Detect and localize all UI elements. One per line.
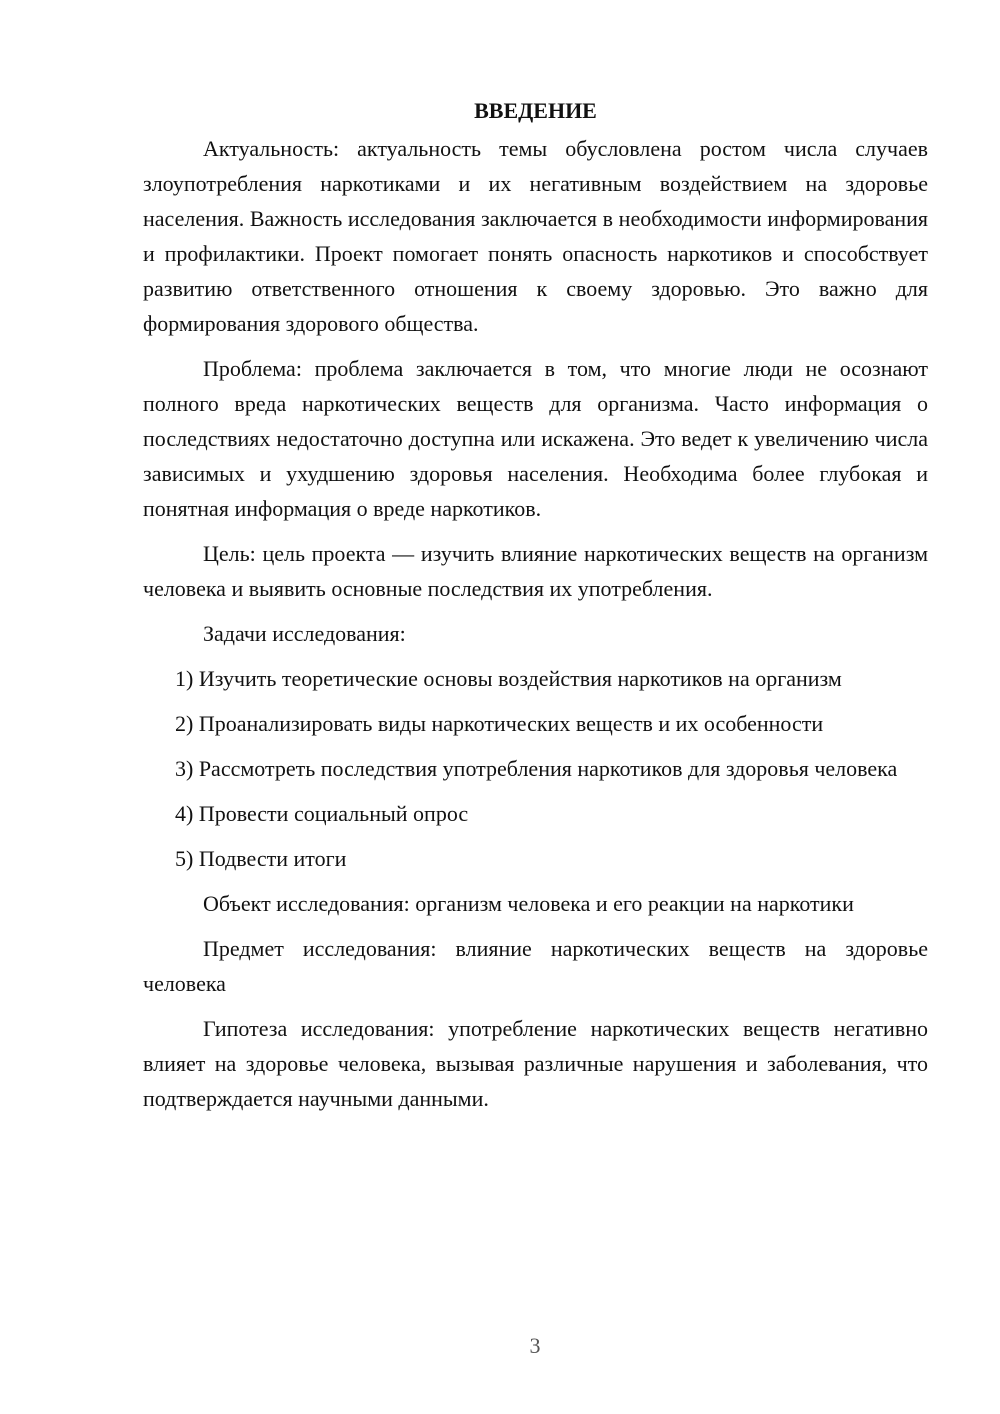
task-item-5: 5) Подвести итоги xyxy=(175,846,347,871)
paragraph-problem: Проблема: проблема заключается в том, что многие люди не осознают полного вреда наркотических веществ для организма. Часто информация о последствиях недостаточно доступна или искажена. Это ведет к увеличению числа зависимых и ухудшению здоровья населения. Необходима более глубокая и понятная информация о вреде наркотиков. xyxy=(143,356,928,521)
page-title: ВВЕДЕНИЕ xyxy=(474,98,597,123)
task-item-4: 4) Провести социальный опрос xyxy=(175,801,469,826)
paragraph-relevance: Актуальность: актуальность темы обусловлена ростом числа случаев злоупотребления наркотиками и их негативным воздействием на здоровье населения. Важность исследования заключается в необходимости информирования и профилактики. Проект помогает понять опасность наркотиков и способствует развитию ответственного отношения к своему здоровью. Это важно для формирования здорового общества. xyxy=(143,136,928,336)
paragraph-subject: Предмет исследования: влияние наркотических веществ на здоровье человека xyxy=(143,936,928,996)
paragraph-goal: Цель: цель проекта — изучить влияние наркотических веществ на организм человека и выявить основные последствия их употребления. xyxy=(143,541,928,601)
paragraph-object: Объект исследования: организм человека и его реакции на наркотики xyxy=(203,891,854,916)
paragraph-tasks-heading: Задачи исследования: xyxy=(203,621,406,646)
page-content xyxy=(143,93,928,1126)
task-item-1: 1) Изучить теоретические основы воздействия наркотиков на организм xyxy=(175,666,842,691)
task-item-3: 3) Рассмотреть последствия употребления наркотиков для здоровья человека xyxy=(175,756,898,781)
page-number: 3 xyxy=(529,1333,541,1358)
task-item-2: 2) Проанализировать виды наркотических веществ и их особенности xyxy=(175,711,824,736)
paragraph-hypothesis: Гипотеза исследования: употребление наркотических веществ негативно влияет на здоровье человека, вызывая различные нарушения и заболевания, что подтверждается научными данными. xyxy=(143,1016,928,1111)
